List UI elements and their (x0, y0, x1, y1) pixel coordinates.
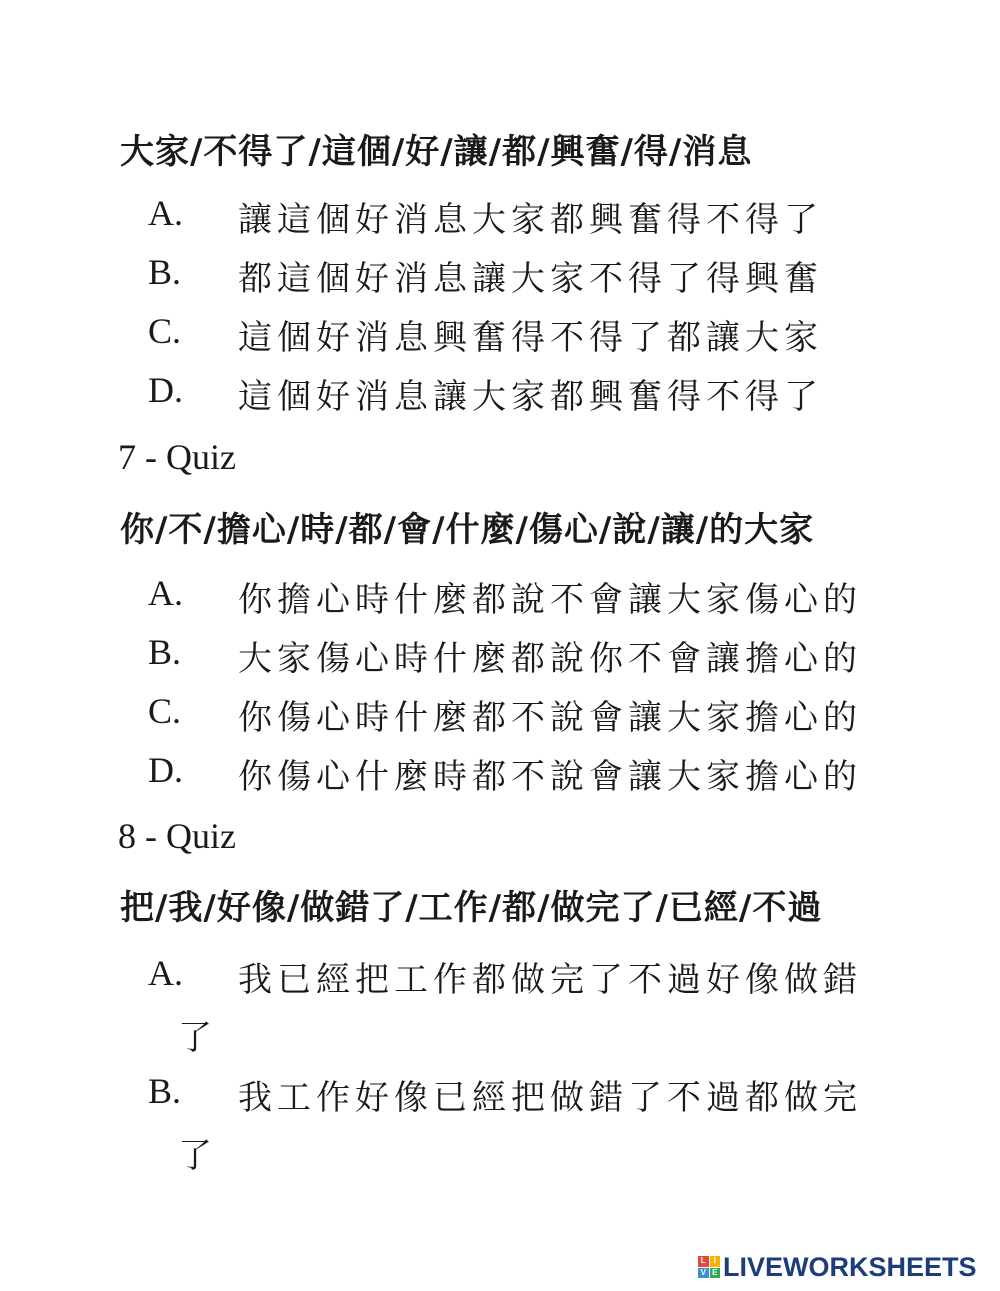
option-letter: B. (148, 1071, 182, 1111)
option-text: 讓這個好消息大家都興奮得不得了 (238, 200, 823, 240)
option-text: 我工作好像已經把做錯了不過都做完 (238, 1078, 862, 1118)
option-text: 這個好消息讓大家都興奮得不得了 (238, 377, 823, 417)
option-letter: D. (148, 370, 183, 410)
option-letter: B. (148, 632, 182, 672)
option-text: 你傷心什麼時都不說會讓大家擔心的 (238, 757, 862, 797)
option-letter: A. (148, 193, 183, 233)
option-text: 這個好消息興奮得不得了都讓大家 (238, 318, 823, 358)
option-text-wrap: 了 (178, 1136, 217, 1176)
option-letter: B. (148, 252, 182, 292)
option-letter: D. (148, 750, 183, 790)
q8-prompt: 把/我/好像/做錯了/工作/都/做完了/已經/不過 (120, 888, 823, 928)
option-text: 我已經把工作都做完了不過好像做錯 (238, 960, 862, 1000)
option-text: 你擔心時什麼都說不會讓大家傷心的 (238, 580, 862, 620)
liveworksheets-logo-text: LIVEWORKSHEETS (723, 1251, 977, 1282)
option-letter: C. (148, 311, 182, 351)
option-text-wrap: 了 (178, 1018, 217, 1058)
liveworksheets-logo-icon (698, 1256, 720, 1278)
q8-title: 8 - Quiz (118, 816, 236, 856)
q7-prompt: 你/不/擔心/時/都/會/什麼/傷心/說/讓/的大家 (120, 510, 815, 550)
option-text: 你傷心時什麼都不說會讓大家擔心的 (238, 698, 862, 738)
option-text: 大家傷心時什麼都說你不會讓擔心的 (238, 639, 862, 679)
liveworksheets-logo (698, 1252, 977, 1282)
option-letter: A. (148, 573, 183, 613)
logo-tile: V (698, 1268, 709, 1279)
q6-prompt: 大家/不得了/這個/好/讓/都/興奮/得/消息 (120, 132, 753, 172)
logo-tile: E (710, 1268, 721, 1279)
option-letter: A. (148, 953, 183, 993)
logo-tile: I (710, 1256, 721, 1267)
logo-tile: L (698, 1256, 709, 1267)
option-text: 都這個好消息讓大家不得了得興奮 (238, 259, 823, 299)
option-letter: C. (148, 691, 182, 731)
q7-title: 7 - Quiz (118, 437, 236, 477)
